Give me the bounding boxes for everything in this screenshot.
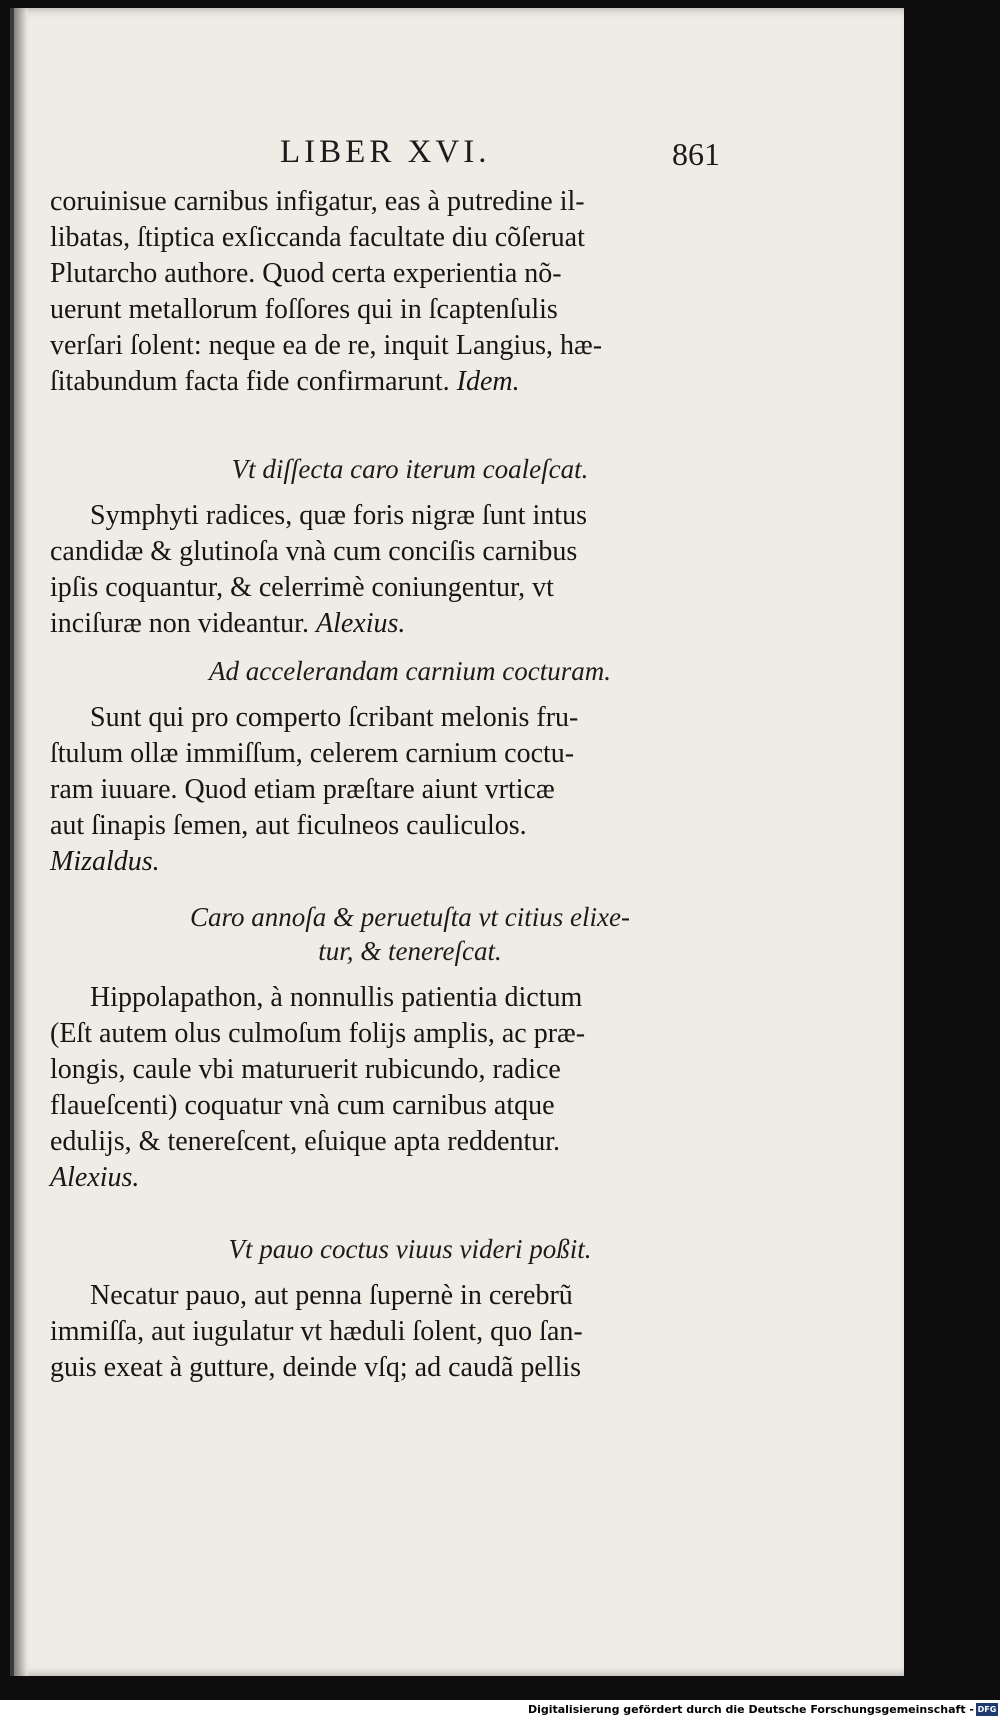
section-heading: Vt diſſecta caro iterum coaleſcat.	[231, 454, 589, 484]
text-line-content: ſitabundum facta fide confirmarunt.	[50, 366, 450, 397]
text-line: edulijs, & tenereſcent, eſuique apta reddentur.	[50, 1126, 561, 1157]
text-line: ipſis coquantur, & celerrimè coniungentur, vt	[50, 572, 554, 603]
text-line: guis exeat à gutture, deinde vſq; ad caudã pellis	[50, 1352, 582, 1383]
text-line: flaueſcenti) coquatur vnà cum carnibus atque	[50, 1090, 555, 1121]
source-attribution: Alexius.	[50, 1162, 140, 1193]
text-line: (Eſt autem olus culmoſum folijs amplis, ac præ-	[50, 1018, 586, 1049]
text-line-last	[50, 606, 770, 642]
text-line: coruinisue carnibus infigatur, eas à putredine il-	[50, 186, 585, 217]
dfg-logo-icon: DFG	[977, 1705, 997, 1714]
text-line: verſari ſolent: neque ea de re, inquit Langius, hæ-	[50, 330, 603, 361]
text-line: ſtulum ollæ immiſſum, celerem carnium coctu-	[50, 738, 575, 769]
paragraph-4	[50, 980, 770, 1196]
section-heading: Ad accelerandam carnium cocturam.	[209, 656, 611, 686]
text-line-content: inciſuræ non videantur.	[50, 608, 309, 639]
text-line: Necatur pauo, aut penna ſupernè in cerebrũ	[90, 1280, 573, 1311]
page-number: 861	[672, 136, 720, 172]
text-line: libatas, ſtiptica exſiccanda facultate diu cõſeruat	[50, 222, 585, 253]
paragraph-5	[50, 1278, 770, 1386]
text-line: Hippolapathon, à nonnullis patientia dictum	[90, 982, 583, 1013]
text-line: immiſſa, aut iugulatur vt hæduli ſolent, quo ſan-	[50, 1316, 583, 1347]
section-heading: Vt pauo coctus viuus videri poßit.	[228, 1234, 592, 1264]
paragraph-3	[50, 700, 770, 880]
text-line: Sunt qui pro comperto ſcribant melonis fru-	[90, 702, 579, 733]
source-attribution: Idem.	[456, 366, 520, 397]
source-attribution: Alexius.	[315, 608, 406, 639]
text-line: candidæ & glutinoſa vnà cum conciſis carnibus	[50, 536, 578, 567]
paragraph-2	[50, 498, 770, 642]
running-head: LIBER XVI.	[280, 134, 491, 170]
digitization-credit: Digitalisierung gefördert durch die Deutsche Forschungsgemeinschaft -	[527, 1703, 974, 1716]
text-line: longis, caule vbi maturuerit rubicundo, radice	[50, 1054, 561, 1085]
page-gutter-shadow	[14, 8, 28, 1676]
section-heading-continued: tur, & tenereſcat.	[318, 936, 502, 966]
text-line: ram iuuare. Quod etiam præſtare aiunt vrticæ	[50, 774, 555, 805]
source-attribution: Mizaldus.	[50, 846, 160, 877]
text-line: Plutarcho authore. Quod certa experientia nõ-	[50, 258, 562, 289]
page-body	[50, 184, 770, 1386]
text-line-last	[50, 364, 770, 400]
text-line: uerunt metallorum foſſores qui in ſcaptenſulis	[50, 294, 558, 325]
text-line: Symphyti radices, quæ foris nigræ ſunt intus	[90, 500, 587, 531]
paragraph-1	[50, 184, 770, 400]
section-heading: Caro annoſa & peruetuſta vt citius elixe-	[190, 902, 630, 932]
text-line: aut ſinapis ſemen, aut ficulneos cauliculos.	[50, 810, 527, 841]
